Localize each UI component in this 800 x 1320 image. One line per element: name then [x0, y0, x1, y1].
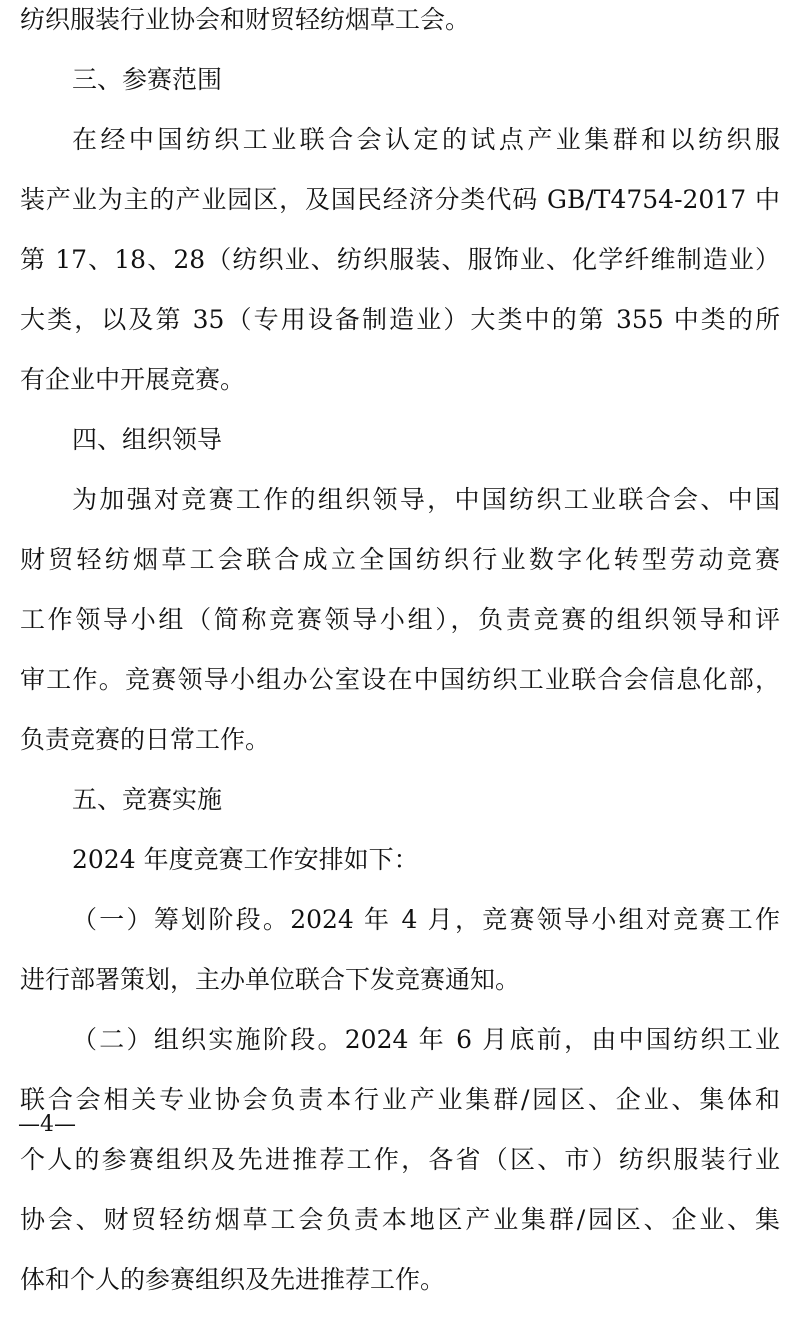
text-line: 财贸轻纺烟草工会联合成立全国纺织行业数字化转型劳动竞赛 [20, 545, 780, 574]
text-line: 体和个人的参赛组织及先进推荐工作。 [20, 1265, 446, 1294]
text-line: 联合会相关专业协会负责本行业产业集群/园区、企业、集体和 [20, 1085, 780, 1114]
text-line: 负责竞赛的日常工作。 [20, 725, 271, 754]
text-line: 审工作。竞赛领导小组办公室设在中国纺织工业联合会信息化部， [20, 665, 780, 694]
text-line: 装产业为主的产业园区，及国民经济分类代码 GB/T4754-2017 中 [20, 185, 780, 214]
text-line: 2024 年度竞赛工作安排如下： [72, 845, 419, 874]
text-line: 个人的参赛组织及先进推荐工作，各省（区、市）纺织服装行业 [20, 1145, 780, 1174]
text-line: 纺织服装行业协会和财贸轻纺烟草工会。 [20, 5, 471, 34]
text-line: 第 17、18、28（纺织业、纺织服装、服饰业、化学纤维制造业） [20, 245, 780, 274]
text-line: 大类，以及第 35（专用设备制造业）大类中的第 355 中类的所 [20, 305, 780, 334]
text-line: 为加强对竞赛工作的组织领导，中国纺织工业联合会、中国 [72, 485, 780, 514]
text-line: 在经中国纺织工业联合会认定的试点产业集群和以纺织服 [72, 125, 780, 154]
text-line: 三、参赛范围 [72, 65, 223, 94]
text-line: 五、竞赛实施 [72, 785, 223, 814]
text-line: 四、组织领导 [72, 425, 223, 454]
text-line: 进行部署策划，主办单位联合下发竞赛通知。 [20, 965, 521, 994]
text-line: 工作领导小组（简称竞赛领导小组），负责竞赛的组织领导和评 [20, 605, 780, 634]
text-line: 协会、财贸轻纺烟草工会负责本地区产业集群/园区、企业、集 [20, 1205, 780, 1234]
text-line: （一）筹划阶段。2024 年 4 月，竞赛领导小组对竞赛工作 [72, 905, 780, 934]
document-body [20, 0, 780, 1320]
page-number: —4— [18, 1112, 76, 1137]
text-line: 有企业中开展竞赛。 [20, 365, 246, 394]
text-line: （二）组织实施阶段。2024 年 6 月底前，由中国纺织工业 [72, 1025, 780, 1054]
